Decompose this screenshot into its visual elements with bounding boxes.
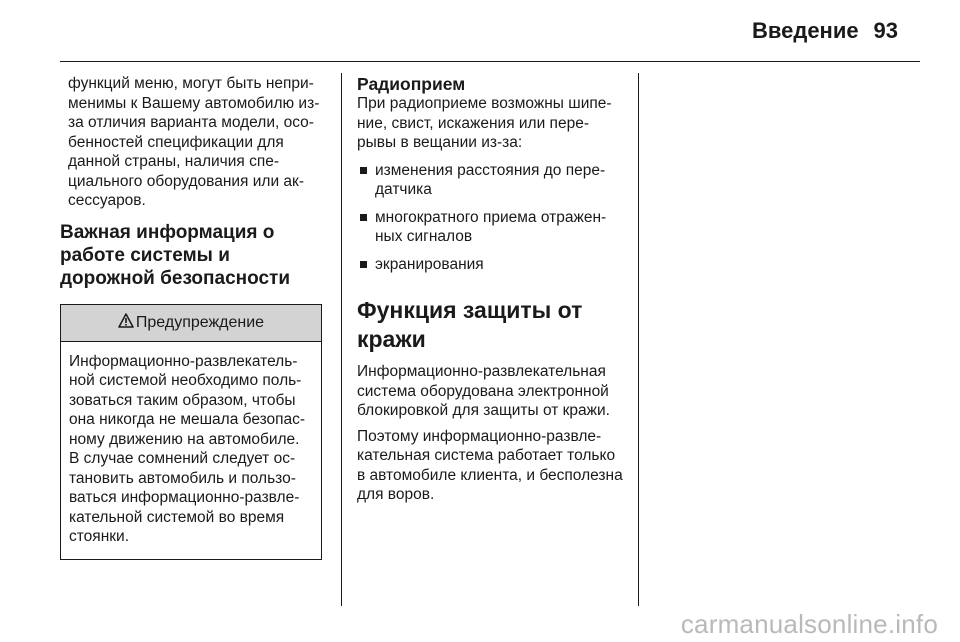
anti-theft-heading: Функция защиты от кражи (357, 297, 583, 352)
bullet-square-icon (360, 167, 367, 174)
column-divider-left (341, 73, 342, 606)
intro-paragraph: функций меню, могут быть непри-менимы к Вашему автомобилю из-за отличия варианта модели, осо-бенностей спецификации для данной страны, наличия спе-циального оборудования или ак-сессуаров. (68, 75, 320, 209)
warning-box (60, 304, 322, 560)
warning-title: Предупреждение (135, 313, 265, 331)
bullet-square-icon (360, 261, 367, 268)
warning-text: Информационно-развлекатель-ной системой необходимо поль-зоваться таким образом, чтобы она никогда не мешала безопас-ному движению на автомобиле. В случае сомнений следует ос-тановить автомобиль и пользо-ваться информационно-развле-кательной системой во время стоянки. (69, 352, 306, 545)
radio-heading: Радиоприем (357, 74, 466, 94)
middle-column (357, 74, 623, 505)
page-number: 93 (873, 18, 898, 43)
anti-theft-paragraph-1: Информационно-развлекательная система оборудована электронной блокировкой для защиты от кражи. (357, 363, 610, 419)
column-divider-right (638, 73, 639, 606)
list-item: изменения расстояния до пере-датчика (357, 161, 623, 200)
warning-header (61, 305, 321, 342)
watermark-link[interactable]: carmanualsonline.info (680, 609, 938, 639)
radio-bullet-list (357, 161, 623, 275)
header-title: Введение (752, 18, 859, 43)
warning-triangle-icon (118, 313, 134, 333)
anti-theft-paragraph-2: Поэтому информационно-развле-кательная система работает только в автомобиле клиента, и бесполезна для воров. (357, 427, 623, 503)
list-item: многократного приема отражен-ных сигналов (357, 208, 623, 247)
list-item: экранирования (357, 255, 623, 275)
safety-heading: Важная информация о работе системы и дорожной безопасности (60, 221, 291, 289)
bullet-square-icon (360, 214, 367, 221)
left-column (60, 74, 326, 560)
header-divider (60, 61, 920, 62)
radio-paragraph: При радиоприеме возможны шипе-ние, свист, искажения или пере-рывы в вещании из-за: (357, 95, 612, 151)
